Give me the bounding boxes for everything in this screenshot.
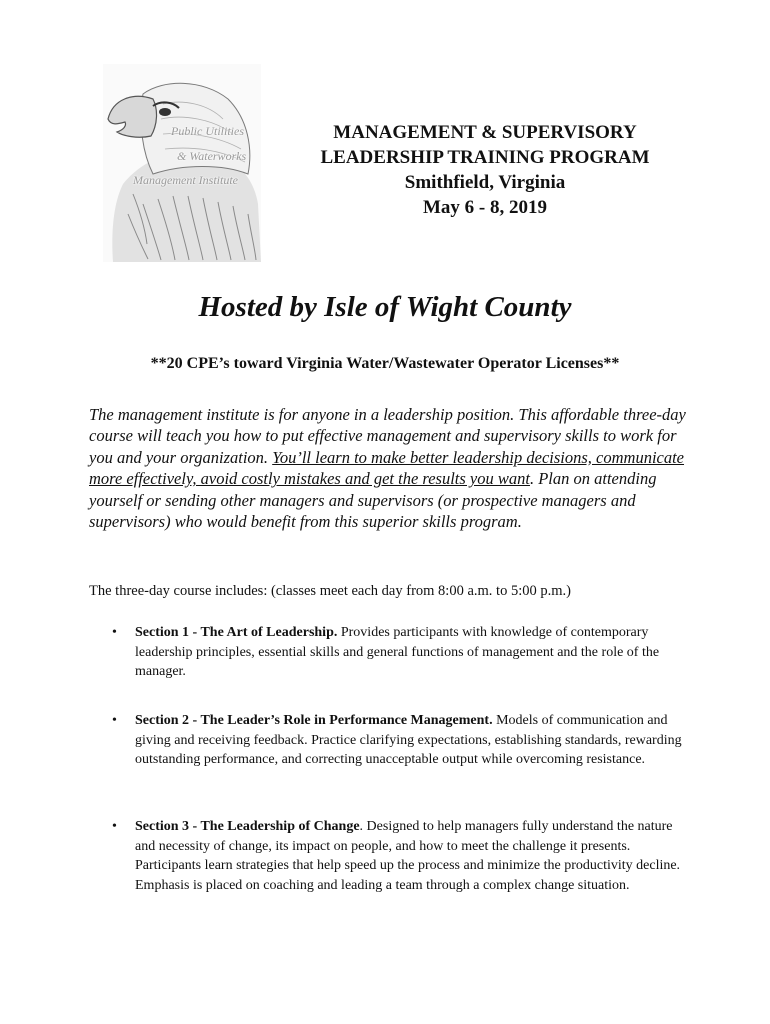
intro-text-2: . Plan on attending yourself or sending other managers and supervisors (or prospective managers and supervisors) who would benefit from this superior skills program. [89,469,657,532]
section-3-heading: Section 3 - The Leadership of Change [135,819,360,834]
cpe-notice: **20 CPE’s toward Virginia Water/Wastewater Operator Licenses** [150,355,620,372]
logo-text-line1: Public Utilities [171,124,244,138]
intro-underlined: You’ll learn to make better leadership decisions, communicate more effectively, avoid costly mistakes and get the results you want [89,447,685,489]
course-includes-line: The three-day course includes: (classes meet each day from 8:00 a.m. to 5:00 p.m.) [89,583,571,599]
eagle-logo [103,64,261,262]
program-title-block [300,120,670,220]
section-1-item [112,623,692,682]
bullet-icon: • [112,713,117,728]
intro-text-1: The management institute is for anyone in a leadership position. This affordable three-day course will teach you how to put effective management and supervisory skills to work for you and your organization. [89,405,686,467]
section-1-text: Provides participants with knowledge of contemporary leadership principles, essential skills and general functions of management and the role of the manager. [135,625,660,679]
bullet-icon: • [112,625,117,640]
hosted-heading: Hosted by Isle of Wight County [198,291,572,323]
section-1-heading: Section 1 - The Art of Leadership. [135,625,338,640]
logo-text-line2: & Waterworks [177,149,247,163]
logo-text-line3: Management Institute [133,173,238,187]
bullet-icon: • [112,819,117,834]
intro-paragraph [89,404,689,532]
section-2-text: Models of communication and giving and receiving feedback. Practice clarifying expectations, establishing standards, rewarding outstanding performance, and correcting unacceptable output while overcoming resistance. [135,713,682,767]
section-2-item [112,711,692,770]
section-2-heading: Section 2 - The Leader’s Role in Performance Management. [135,713,493,728]
section-3-item [112,817,692,895]
title-line1: MANAGEMENT & SUPERVISORY [333,122,637,143]
section-3-text: . Designed to help managers fully understand the nature and necessity of change, its impact on people, and how to meet the challenge it presents. Participants learn strategies that help speed up the process and minimize the productivity decline. Emphasis is placed on coaching and leading a team through a complex change situation. [135,819,681,893]
location: Smithfield, Virginia [404,172,566,193]
title-line2: LEADERSHIP TRAINING PROGRAM [320,147,650,168]
dates: May 6 - 8, 2019 [422,197,547,218]
